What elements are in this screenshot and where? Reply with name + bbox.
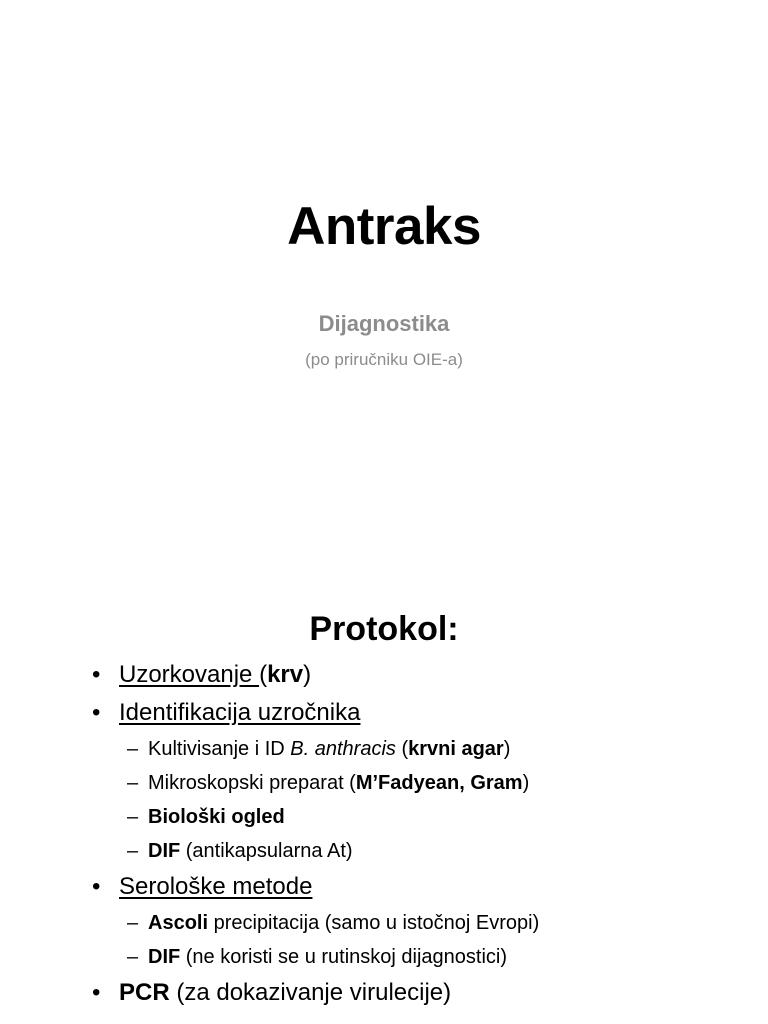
item-emphasis: krvni agar: [408, 738, 504, 760]
item-emphasis: Ascoli: [148, 912, 209, 934]
slide-title: Antraks: [287, 197, 481, 256]
item-emphasis: M’Fadyean, Gram: [355, 772, 523, 794]
bullet-icon: •: [92, 699, 101, 726]
subitem-dif-serology: [92, 942, 752, 976]
subitem-ascoli: [92, 908, 752, 942]
item-emphasis: DIF: [148, 840, 181, 862]
bullet-icon: •: [92, 979, 101, 1006]
item-text: precipitacija (samo u istočnoj Evropi): [208, 912, 540, 934]
subitem-dif: [92, 836, 752, 870]
item-text: (ne koristi se u rutinskoj dijagnostici): [180, 946, 508, 968]
dash-icon: –: [127, 840, 139, 862]
list-item-identification: [92, 696, 752, 734]
item-emphasis: DIF: [148, 946, 181, 968]
dash-icon: –: [127, 738, 139, 760]
item-text: Identifikacija uzročnika: [119, 699, 361, 726]
item-text: Uzorkovanje: [119, 661, 260, 688]
subitem-cultivation: [92, 734, 752, 768]
list-item-pcr: [92, 976, 752, 1014]
bullet-icon: •: [92, 661, 101, 688]
dash-icon: –: [127, 946, 139, 968]
item-text: (za dokazivanje virulecije): [169, 979, 452, 1006]
item-emphasis: PCR: [119, 979, 170, 1006]
dash-icon: –: [127, 806, 139, 828]
subitem-biological-test: [92, 802, 752, 836]
item-text: Kultivisanje i ID: [148, 738, 291, 760]
list-item-serology: [92, 870, 752, 908]
item-text: Mikroskopski preparat (: [148, 772, 356, 794]
protocol-heading: Protokol:: [309, 610, 459, 648]
item-text: ): [503, 738, 511, 760]
bullet-icon: •: [92, 873, 101, 900]
protocol-slide: [0, 576, 768, 1024]
item-emphasis: Biološki ogled: [148, 806, 285, 828]
subtitle-note: (po priručniku OIE-a): [305, 350, 463, 369]
item-emphasis: krv: [267, 661, 304, 688]
item-italic: B. anthracis: [290, 738, 396, 760]
protocol-list: [92, 658, 752, 1014]
dash-icon: –: [127, 912, 139, 934]
item-text: ): [303, 661, 312, 688]
list-item-sampling: [92, 658, 752, 696]
item-text: Serološke metode: [119, 873, 313, 900]
subitem-microscopy: [92, 768, 752, 802]
dash-icon: –: [127, 772, 139, 794]
item-text: (antikapsularna At): [180, 840, 353, 862]
item-text: (: [259, 661, 268, 688]
item-text: ): [522, 772, 530, 794]
item-text: (: [395, 738, 409, 760]
slide-subtitle: Dijagnostika: [318, 311, 450, 336]
